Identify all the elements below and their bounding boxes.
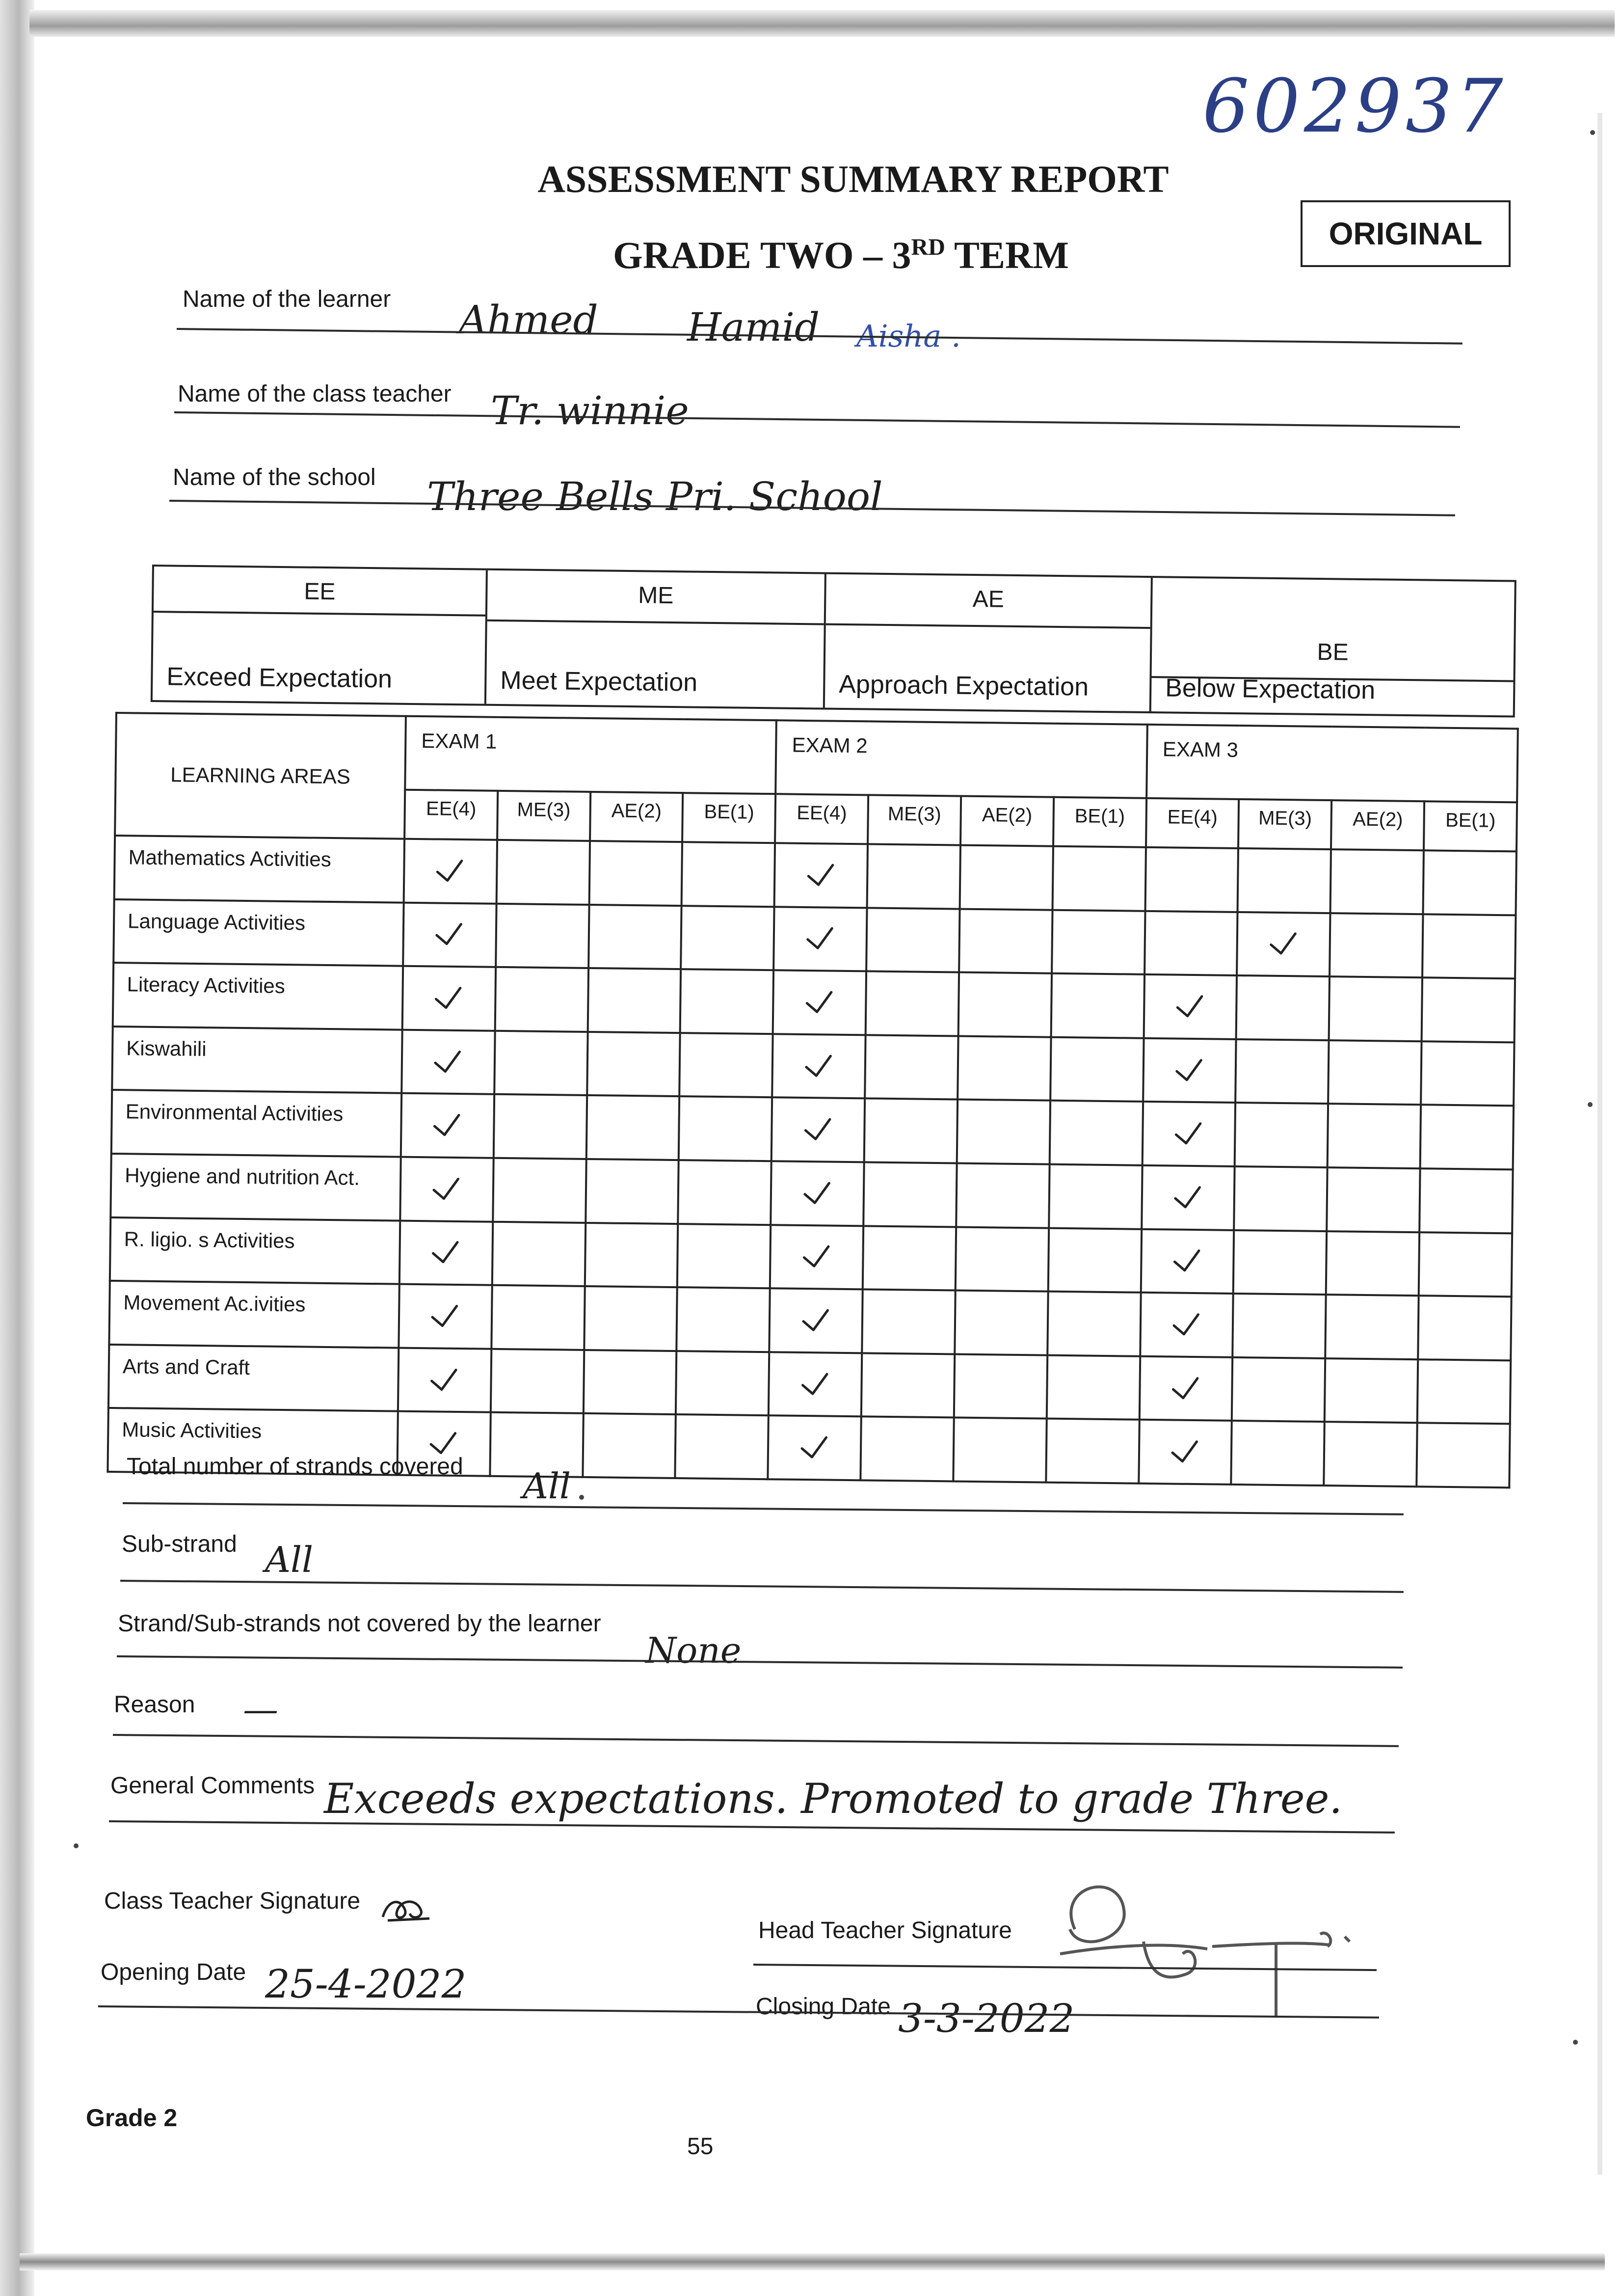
grade-cell [956,1163,1049,1228]
check-icon [433,986,465,1011]
check-icon [803,1053,835,1079]
grade-cell [768,1416,861,1481]
grade-cell [861,1353,955,1418]
learning-area-name: Mathematics Activities [114,836,404,902]
grade-cell [398,1348,491,1412]
key-ae-code: AE [972,586,1005,613]
class-teacher-signature-label: Class Teacher Signature [104,1888,361,1914]
grade-cell [957,1100,1050,1164]
key-divider [487,620,824,625]
check-icon [804,926,836,951]
check-icon [429,1304,461,1329]
grade-cell [1420,1105,1514,1170]
grade-cell [769,1352,862,1417]
grade-cell [494,1094,587,1159]
grade-cell [1236,1039,1329,1104]
key-ae [825,574,1153,712]
substrand-label: Sub-strand [122,1531,237,1557]
school-name: Three Bells Pri. School [427,474,883,519]
check-icon [1173,1058,1205,1083]
grade-cell [1141,1229,1234,1294]
grade-cell [1048,1228,1142,1293]
grade-cell [959,909,1052,973]
grade-cell [495,967,588,1032]
grade-cell [1330,913,1423,978]
grade-cell [587,1032,680,1097]
grade-cell [1326,1295,1419,1359]
grade-cell [1047,1292,1141,1356]
learning-area-name: Language Activities [113,899,403,966]
grade-cell [1234,1166,1328,1231]
grade-cell [1233,1294,1326,1358]
grade-cell [1328,1104,1421,1168]
grade-cell [494,1031,587,1096]
school-label: Name of the school [173,464,376,490]
scan-speck [1588,1102,1593,1107]
teacher-name: Tr. winnie [491,388,689,433]
grade-cell [1046,1419,1139,1484]
grade-cell [680,1033,773,1098]
grade-cell [953,1418,1046,1483]
grade-cell [1143,1038,1236,1103]
grade-cell [772,1098,865,1162]
grade-cell [1419,1168,1513,1233]
grade-cell [682,842,775,907]
learner-second-name: Hamid [687,304,820,350]
grade-cell [1422,977,1515,1042]
check-icon [1170,1376,1202,1401]
grade-cell [1232,1357,1325,1422]
closing-date-value: 3-3-2022 [898,1996,1075,2041]
check-icon [801,1181,833,1206]
grade-cell [400,1157,493,1222]
grade-cell [402,966,496,1031]
level-header: EE(4) [775,794,868,844]
check-icon [1174,994,1206,1019]
level-header: BE(1) [1424,801,1517,851]
grade-cell [773,970,866,1035]
exam-1-header: EXAM 1 [405,716,776,794]
check-icon [802,1117,834,1142]
grading-key-table [151,565,1517,718]
key-me-code: ME [638,582,674,609]
learning-area-name: R. ligio. s Activities [110,1217,400,1284]
learning-area-name: Environmental Activities [111,1090,401,1157]
level-header: AE(2) [590,792,683,842]
learning-area-name: Movement Ac.ivities [109,1281,399,1348]
grade-cell [1325,1358,1418,1423]
check-icon [1173,1121,1205,1146]
key-ee-name: Exceed Expectation [166,662,393,694]
check-icon [1171,1249,1203,1274]
grade-cell [678,1160,772,1225]
grade-cell [1049,1164,1142,1229]
key-ae-name: Approach Expectation [838,670,1089,702]
level-header: BE(1) [1053,797,1146,847]
grade-cell [1049,1101,1143,1165]
level-header: EE(4) [1146,798,1239,848]
grade-cell [677,1224,771,1289]
grade-cell [958,972,1052,1037]
grade-cell [496,840,589,905]
key-be-name: Below Expectation [1165,674,1376,705]
check-icon [428,1431,460,1456]
grade-cell [1326,1231,1419,1296]
grade-cell [770,1225,863,1290]
grade-cell [1236,975,1330,1040]
check-icon [804,990,836,1015]
grade-cell [1238,848,1331,913]
grade-cell [1047,1355,1140,1420]
level-header: EE(4) [404,790,498,840]
scan-speck [579,1495,584,1500]
grade-cell [1418,1296,1511,1360]
level-header: ME(3) [1238,799,1331,849]
grade-cell [1231,1421,1325,1486]
opening-date-label: Opening Date [101,1959,246,1985]
learning-area-name: Music Activities [107,1408,398,1475]
comments-label: General Comments [110,1773,315,1799]
grade-cell [401,1029,495,1094]
grade-cell [863,1226,956,1291]
grade-cell [403,902,496,967]
check-icon [428,1368,460,1393]
scan-edge-bottom [20,2253,1605,2270]
grade-cell [1422,914,1516,979]
grade-cell [583,1413,676,1478]
check-icon [431,1177,463,1202]
grade-cell [493,1158,586,1223]
grade-cell [589,841,682,906]
grade-cell [772,1034,865,1099]
class-teacher-signature-icon [378,1890,437,1929]
substrand-value: All [265,1539,314,1580]
grade-cell [862,1290,955,1354]
exam-3-header: EXAM 3 [1146,725,1518,803]
teacher-line [174,411,1460,428]
check-icon [1172,1185,1204,1210]
grade-cell [586,1095,679,1160]
original-stamp: ORIGINAL [1301,200,1511,267]
level-header: AE(2) [960,796,1054,846]
not-covered-value: None [645,1630,742,1671]
serial-number: 602937 [1202,64,1507,149]
grade-cell [399,1284,492,1349]
reason-line [113,1734,1399,1747]
level-header: ME(3) [868,795,961,845]
learning-area-name: Arts and Craft [108,1345,399,1411]
grade-cell [860,1417,954,1482]
grade-cell [1142,1165,1235,1230]
opening-date-value: 25-4-2022 [265,1961,467,2007]
learner-label: Name of the learner [183,286,391,312]
grade-cell [1329,976,1422,1041]
grade-cell [404,839,497,904]
check-icon [805,863,837,888]
exam-2-header: EXAM 2 [776,720,1147,798]
assessment-grid [106,712,1518,1488]
grade-cell [680,969,773,1034]
strands-value: All [523,1465,571,1507]
check-icon [800,1308,832,1333]
grade-cell [864,1099,958,1163]
report-title: ASSESSMENT SUMMARY REPORT [537,158,1169,200]
grade-cell [863,1162,957,1227]
grade-cell [1145,847,1238,912]
scan-speck [1590,130,1595,135]
grade-cell [1419,1232,1512,1297]
learner-first-name: Ahmed [459,297,598,343]
grade-cell [1142,1102,1235,1166]
check-icon [432,1050,464,1075]
closing-date-label: Closing Date [756,1994,891,2020]
key-me [486,570,826,708]
check-icon [434,859,466,884]
grade-cell [1051,973,1144,1038]
grade-cell [679,1096,772,1161]
grade-cell [1144,911,1238,975]
key-divider [826,623,1150,629]
grade-cell [774,843,868,908]
grade-cell [587,968,681,1033]
teacher-label: Name of the class teacher [178,381,452,407]
reason-label: Reason [114,1692,195,1718]
learning-areas-header: LEARNING AREAS [115,713,406,839]
check-icon [1268,932,1300,957]
grade-cell [960,845,1053,910]
grade-cell [399,1220,493,1285]
grade-cell [681,906,774,971]
check-icon [430,1240,462,1265]
scan-edge-left [0,0,34,2296]
grade-cell [1421,1041,1514,1106]
scan-speck [1573,2040,1578,2045]
reason-value: — [243,1689,278,1730]
key-be [1151,578,1515,715]
grade-cell [865,1035,958,1100]
not-covered-label: Strand/Sub-strands not covered by the learner [118,1611,601,1637]
grade-footer: Grade 2 [86,2104,178,2132]
grade-cell [584,1350,677,1415]
grade-cell [1423,850,1517,915]
grade-cell [1328,1040,1421,1105]
substrand-line [120,1580,1404,1593]
grade-cell [492,1221,585,1286]
level-header: AE(2) [1331,800,1424,850]
not-covered-line [117,1655,1403,1669]
strands-label: Total number of strands covered [127,1454,463,1480]
level-header: ME(3) [497,791,590,841]
grade-cell [584,1286,677,1351]
grade-cell [401,1093,494,1158]
grade-cell [496,903,589,968]
grade-cell [771,1161,864,1226]
grade-cell [1050,1037,1144,1102]
key-divider [154,611,485,617]
grade-cell [866,972,959,1036]
page-number: 55 [687,2134,714,2160]
grade-cell [491,1285,585,1350]
subtitle-main: GRADE TWO – 3 [613,234,911,276]
grade-cell [1330,849,1424,914]
learner-third-name: Aisha . [856,318,961,354]
check-icon [1171,1312,1202,1337]
key-ee [153,567,488,704]
grade-cell [491,1349,584,1414]
grade-cell [1416,1423,1510,1488]
check-icon [801,1244,833,1270]
check-icon [798,1435,830,1460]
grade-cell [773,907,867,972]
grade-cell [677,1287,770,1352]
grade-cell [1237,912,1330,977]
grade-cell [958,1036,1051,1101]
scan-edge-right [1597,113,1602,2175]
grade-cell [954,1354,1047,1419]
scan-speck [74,1843,79,1848]
grade-cell [1140,1293,1233,1357]
grade-cell [1052,910,1145,974]
grade-cell [1052,846,1145,911]
learning-area-name: Literacy Activities [113,963,403,1029]
grade-cell [770,1288,863,1353]
grade-cell [676,1351,769,1416]
head-teacher-signature-label: Head Teacher Signature [758,1918,1012,1944]
subtitle-end: TERM [945,234,1069,276]
learning-area-name: Hygiene and nutrition Act. [110,1154,400,1220]
grade-cell [955,1291,1048,1355]
grade-cell [675,1414,769,1479]
key-me-name: Meet Expectation [500,666,698,697]
key-ee-code: EE [304,578,336,605]
strands-line [123,1502,1404,1515]
grade-cell [588,905,682,970]
grade-cell [1324,1422,1417,1486]
grade-cell [867,844,960,909]
level-header: BE(1) [683,793,776,843]
grade-cell [866,908,959,972]
grade-cell [1233,1230,1327,1295]
grade-cell [585,1159,679,1224]
grade-cell [1235,1103,1328,1167]
key-be-code: BE [1317,639,1349,666]
learning-area-name: Kiswahili [112,1026,402,1093]
grade-cell [1144,974,1237,1039]
grade-cell [1417,1359,1511,1424]
check-icon [799,1372,831,1397]
comments-value: Exceeds expectations. Promoted to grade Three. [324,1775,1343,1823]
check-icon [434,922,466,947]
grade-cell [1139,1356,1232,1421]
grade-cell [585,1222,678,1287]
grade-cell [956,1227,1049,1292]
grade-cell [1327,1167,1420,1232]
check-icon [1169,1439,1201,1464]
grade-cell [1139,1420,1232,1485]
subtitle-sup: RD [911,234,945,260]
check-icon [431,1113,463,1138]
scan-edge-top [29,10,1615,37]
